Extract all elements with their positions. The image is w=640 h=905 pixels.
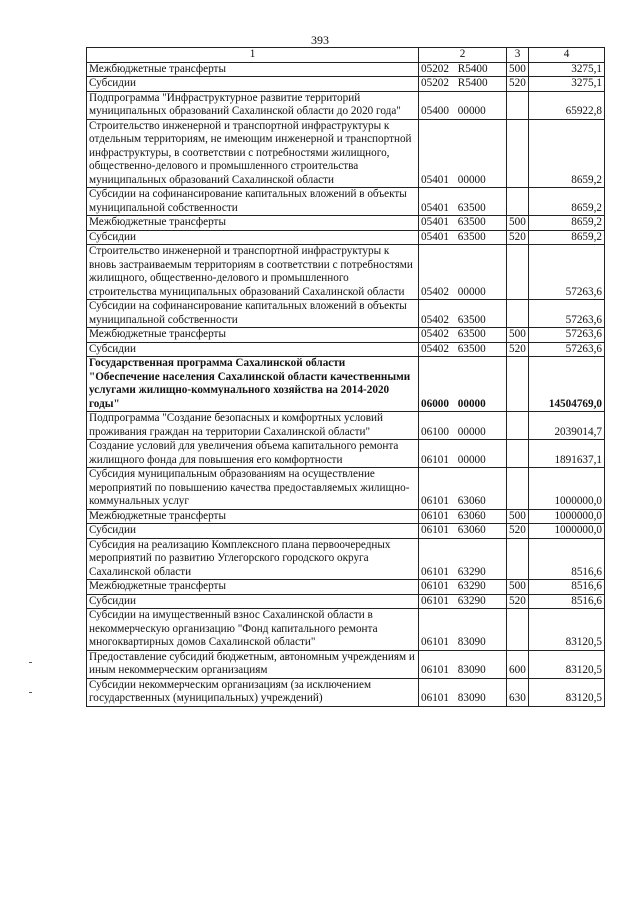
row-name: Государственная программа Сахалинской области "Обеспечение населения Сахалинской области качественными услугами жилищно-коммунального хозяйства на 2014-2020 годы" [87,357,419,412]
row-name: Строительство инженерной и транспортной инфраструктуры к вновь застраиваемым территориям в соответствии с потребностями жилищного, общественно-делового и промышленного строительства муниципальных образований Сахалинской области [87,245,419,300]
row-code: 05202 R5400 [419,62,507,77]
row-type: 500 [507,509,529,524]
row-amount: 8516,6 [529,580,605,595]
row-type: 630 [507,678,529,706]
row-amount: 57263,6 [529,300,605,328]
row-name: Субсидия на реализацию Комплексного плана первоочередных мероприятий по развитию Углегорского городского округа Сахалинской области [87,538,419,580]
row-type: 520 [507,77,529,92]
row-type [507,188,529,216]
table-row [87,342,605,357]
row-type: 520 [507,230,529,245]
row-name: Субсидии на имущественный взнос Сахалинской области в некоммерческую организацию "Фонд капитального ремонта многоквартирных домов Сахалинской области" [87,609,419,651]
row-code: 06101 83090 [419,650,507,678]
table-row [87,245,605,300]
table-row [87,357,605,412]
row-type: 520 [507,524,529,539]
table-row [87,328,605,343]
row-code: 05401 63500 [419,230,507,245]
row-name: Субсидии [87,342,419,357]
row-name: Межбюджетные трансферты [87,580,419,595]
row-amount: 65922,8 [529,91,605,119]
row-code: 05400 00000 [419,91,507,119]
row-amount: 57263,6 [529,245,605,300]
header-col-4: 4 [529,48,605,63]
row-code: 06101 83090 [419,609,507,651]
table-row [87,412,605,440]
row-name: Межбюджетные трансферты [87,509,419,524]
row-code: 06101 83090 [419,678,507,706]
row-amount: 3275,1 [529,62,605,77]
row-type: 520 [507,594,529,609]
table-body [87,62,605,706]
table-row [87,300,605,328]
row-amount: 1000000,0 [529,509,605,524]
row-code: 06101 63290 [419,538,507,580]
row-type [507,357,529,412]
header-col-3: 3 [507,48,529,63]
row-code: 05402 00000 [419,245,507,300]
table-row [87,216,605,231]
row-amount: 8659,2 [529,230,605,245]
row-code: 06101 63290 [419,594,507,609]
row-amount: 1000000,0 [529,524,605,539]
row-type [507,609,529,651]
row-amount: 14504769,0 [529,357,605,412]
budget-table [86,47,605,707]
row-type [507,245,529,300]
row-code: 06101 63060 [419,524,507,539]
row-amount: 83120,5 [529,650,605,678]
row-amount: 3275,1 [529,77,605,92]
row-code: 05402 63500 [419,342,507,357]
row-type: 520 [507,342,529,357]
row-name: Подпрограмма "Инфраструктурное развитие территорий муниципальных образований Сахалинской области до 2020 года" [87,91,419,119]
row-type [507,91,529,119]
row-amount: 8659,2 [529,188,605,216]
row-name: Субсидии на софинансирование капитальных вложений в объекты муниципальной собственности [87,188,419,216]
row-name: Создание условий для увеличения объема капитального ремонта жилищного фонда для повышения его комфортности [87,440,419,468]
table-header-row [87,48,605,63]
row-code: 05401 00000 [419,119,507,188]
row-name: Субсидии некоммерческим организациям (за исключением государственных (муниципальных) учреждений) [87,678,419,706]
table-row [87,230,605,245]
table-row [87,509,605,524]
row-code: 05402 63500 [419,300,507,328]
row-type: 500 [507,580,529,595]
page-number: 393 [311,33,329,47]
row-amount: 8516,6 [529,594,605,609]
table-row [87,188,605,216]
table-row [87,119,605,188]
row-type [507,412,529,440]
header-col-1: 1 [87,48,419,63]
row-amount: 1000000,0 [529,468,605,510]
row-type [507,468,529,510]
row-name: Субсидии [87,524,419,539]
scan-mark [29,692,32,693]
row-name: Субсидии [87,77,419,92]
table-row [87,91,605,119]
row-amount: 8659,2 [529,216,605,231]
row-name: Межбюджетные трансферты [87,328,419,343]
row-type: 500 [507,328,529,343]
row-amount: 2039014,7 [529,412,605,440]
row-name: Предоставление субсидий бюджетным, автономным учреждениям и иным некоммерческим организациям [87,650,419,678]
row-amount: 57263,6 [529,342,605,357]
row-amount: 8516,6 [529,538,605,580]
table-row [87,468,605,510]
row-amount: 8659,2 [529,119,605,188]
row-amount: 57263,6 [529,328,605,343]
row-type [507,538,529,580]
scan-mark [29,662,32,663]
row-code: 06100 00000 [419,412,507,440]
row-code: 05202 R5400 [419,77,507,92]
row-name: Подпрограмма "Создание безопасных и комфортных условий проживания граждан на территории Сахалинской области" [87,412,419,440]
row-amount: 83120,5 [529,609,605,651]
table-row [87,580,605,595]
row-name: Субсидия муниципальным образованиям на осуществление мероприятий по повышению качества предоставляемых жилищно-коммунальных услуг [87,468,419,510]
row-code: 06000 00000 [419,357,507,412]
row-code: 05401 63500 [419,216,507,231]
row-code: 06101 63290 [419,580,507,595]
row-code: 05401 63500 [419,188,507,216]
row-amount: 83120,5 [529,678,605,706]
row-amount: 1891637,1 [529,440,605,468]
table-row [87,524,605,539]
header-col-2: 2 [419,48,507,63]
row-type: 500 [507,62,529,77]
row-name: Субсидии [87,230,419,245]
row-code: 06101 00000 [419,440,507,468]
table-row [87,77,605,92]
row-name: Строительство инженерной и транспортной инфраструктуры к отдельным территориям, не имеющим инженерной и транспортной инфраструктуры, в соответствии с потребностями жилищного, общественно-делового и промышленного строительства муниципальных образований Сахалинской области [87,119,419,188]
table-row [87,609,605,651]
table-row [87,594,605,609]
row-type: 500 [507,216,529,231]
row-type [507,440,529,468]
row-type [507,119,529,188]
table-row [87,440,605,468]
table-row [87,62,605,77]
row-name: Субсидии [87,594,419,609]
row-name: Субсидии на софинансирование капитальных вложений в объекты муниципальной собственности [87,300,419,328]
row-name: Межбюджетные трансферты [87,216,419,231]
row-code: 06101 63060 [419,509,507,524]
row-code: 05402 63500 [419,328,507,343]
table-row [87,650,605,678]
row-code: 06101 63060 [419,468,507,510]
row-type: 600 [507,650,529,678]
row-type [507,300,529,328]
row-name: Межбюджетные трансферты [87,62,419,77]
table-row [87,538,605,580]
table-row [87,678,605,706]
